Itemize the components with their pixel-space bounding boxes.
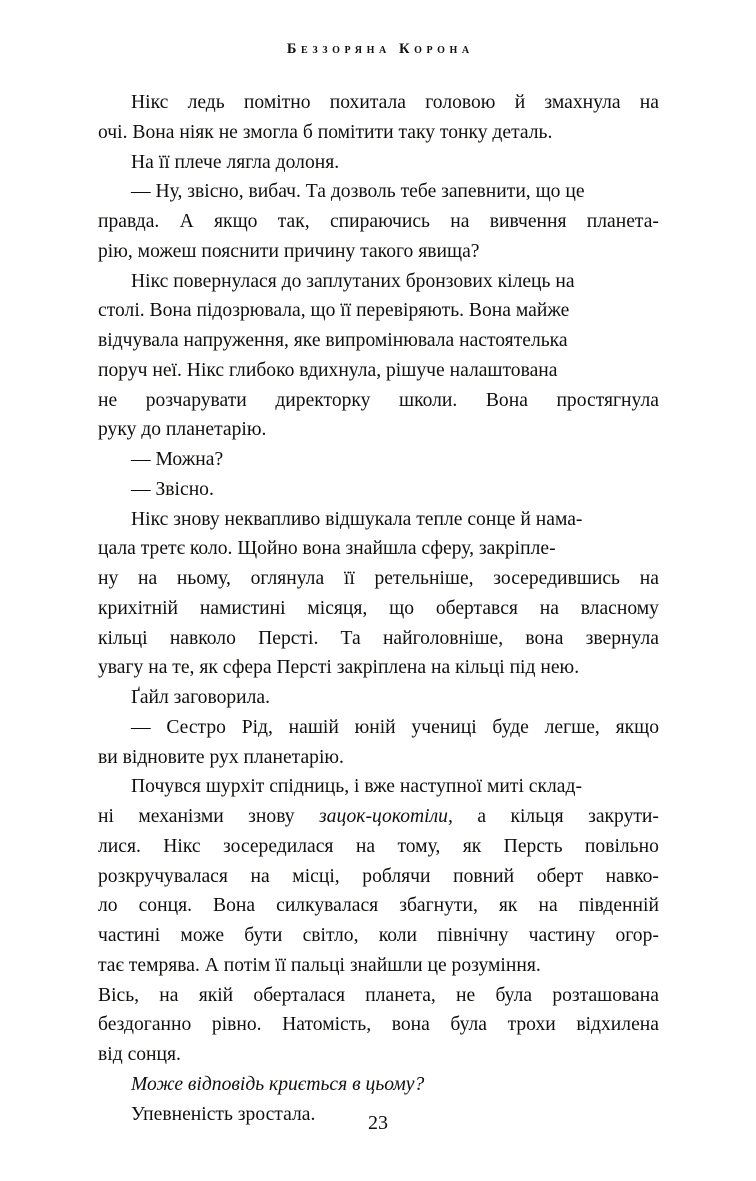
text-line: Упевненість зростала. [131, 1103, 316, 1125]
word: ледь [187, 92, 225, 113]
paragraph [98, 1070, 659, 1100]
text-line: цала третє коло. Щойно вона знайшла сферу, закріпле- [98, 538, 556, 560]
word: може [180, 925, 225, 946]
word: як [462, 835, 482, 857]
word: й [514, 92, 526, 113]
word: зосередившись [493, 568, 620, 589]
word: трохи [507, 1014, 556, 1036]
word: нашій [288, 716, 339, 738]
paragraph [98, 505, 659, 684]
word: ні [98, 806, 114, 827]
word: місяця, [307, 597, 368, 619]
word: школи. [399, 389, 458, 411]
word: обертався [435, 597, 518, 619]
body-text-block [98, 88, 659, 1129]
page-number: 23 [368, 1112, 388, 1134]
text-line: рію, можеш пояснити причину такого явища? [98, 240, 480, 262]
word: як [498, 895, 518, 917]
word: коли [378, 925, 418, 946]
word: місці, [292, 865, 340, 887]
word: власному [580, 597, 659, 619]
word: була [450, 1014, 488, 1036]
text-line [98, 1010, 659, 1040]
word: її [343, 568, 355, 589]
word: планета, [365, 984, 436, 1006]
word: знову [248, 806, 295, 827]
text-line [98, 832, 659, 862]
word: ну [98, 568, 119, 589]
word: Персті. [258, 627, 319, 649]
text-line: Нікс знову неквапливо відшукала тепле сонце й нама- [131, 508, 583, 530]
word: вона [391, 1014, 430, 1036]
text-line: руку до планетарію. [98, 419, 267, 441]
paragraph [98, 475, 659, 505]
word: збагнути, [399, 895, 478, 917]
word: частину [528, 925, 596, 946]
text-line: Ґайл заговорила. [131, 687, 271, 708]
emphasis-word: зацок-цокотіли, [319, 806, 453, 827]
word: північну [437, 925, 509, 946]
word: найголовніше, [382, 627, 504, 649]
word: буде [492, 716, 529, 738]
word: на [250, 865, 270, 887]
word: Персть [503, 835, 563, 857]
running-head: Беззоряна Корона [286, 41, 474, 57]
text-line: поруч неї. Нікс глибоко вдихнула, рішуче налаштована [98, 359, 558, 381]
word: що [389, 597, 415, 619]
word: якій [198, 984, 234, 1006]
text-line [98, 207, 659, 237]
word: звернула [585, 627, 659, 649]
paragraph [98, 683, 659, 713]
word: — [131, 716, 151, 738]
text-line [98, 594, 659, 624]
word: південній [578, 895, 659, 917]
word: роблячи [362, 865, 431, 887]
word: Та [340, 627, 361, 649]
text-line: — Можна? [131, 449, 224, 470]
word: Сестро [166, 716, 226, 738]
word: світло, [302, 925, 359, 946]
word: рівно. [211, 1014, 262, 1036]
text-line [98, 921, 659, 951]
word: ретельніше, [374, 568, 474, 589]
text-line: відчувала напруження, яке випромінювала настоятелька [98, 330, 568, 351]
word: на [355, 835, 376, 857]
word: лися. [98, 835, 141, 857]
word: вона [525, 627, 564, 649]
word: простягнула [556, 389, 659, 411]
word: бути [244, 925, 283, 946]
text-line: очі. Вона ніяк не змогла б помітити таку тонку деталь. [98, 121, 553, 143]
word: Нікс [163, 835, 201, 857]
word: вивчення [489, 211, 567, 232]
word: Вісь, [98, 984, 140, 1006]
word: на [450, 211, 470, 232]
text-line: столі. Вона підозрювала, що її перевіряють. Вона майже [98, 300, 570, 322]
word: Вона [213, 895, 256, 917]
word: спираючись [329, 211, 430, 232]
word: силкувалася [276, 895, 379, 917]
word: оглянула [250, 568, 325, 589]
word: повний [453, 865, 515, 887]
word: механізми [138, 806, 224, 827]
word: розташована [552, 984, 659, 1006]
word: сонця. [138, 895, 192, 917]
word: юній [354, 716, 396, 738]
word: навколо [169, 627, 236, 649]
text-line: тає темрява. А потім її пальці знайшли це розуміння. [98, 954, 541, 976]
word: Нікс [131, 92, 169, 113]
paragraph [98, 772, 659, 1070]
word: на [539, 597, 559, 619]
word: помітно [243, 92, 311, 113]
text-line: від сонця. [98, 1044, 181, 1065]
word: огор- [615, 925, 659, 946]
text-line: Почувся шурхіт спідниць, і вже наступної миті склад- [131, 776, 582, 798]
word: розчарувати [145, 389, 247, 411]
text-line: — Ну, звісно, вибач. Та дозволь тебе запевнити, що це [131, 181, 585, 203]
word: похитала [329, 92, 406, 113]
word: ло [98, 895, 118, 917]
text-line [98, 386, 659, 416]
text-line [98, 981, 659, 1011]
word: легше, [544, 716, 600, 738]
word: якщо [615, 716, 659, 738]
word: крихітній [98, 597, 179, 619]
text-line: увагу на те, як сфера Персті закріплена на кільці під нею. [98, 657, 580, 679]
word: так, [277, 211, 310, 232]
word: директорку [275, 389, 371, 411]
word: на [159, 984, 179, 1006]
text-line: На її плече лягла долоня. [131, 151, 340, 173]
word: закрути- [588, 806, 659, 827]
word: змахнула [544, 92, 621, 113]
word: намистині [199, 597, 286, 619]
text-line [98, 564, 659, 594]
word: повільно [584, 835, 659, 857]
text-line [98, 713, 659, 743]
word: кільця [510, 806, 564, 827]
paragraph [98, 267, 659, 446]
word: а [477, 806, 487, 827]
text-line: Нікс повернулася до заплутаних бронзових кілець на [131, 270, 575, 292]
word: не [98, 389, 118, 411]
word: відхилена [576, 1014, 659, 1036]
word: оберталася [253, 984, 346, 1006]
word: бездоганно [98, 1014, 192, 1036]
word: Вона [485, 389, 528, 411]
text-line: — Звісно. [131, 478, 214, 500]
word: Натомість, [282, 1014, 372, 1036]
word: Рід, [241, 716, 273, 738]
word: кільці [98, 627, 148, 649]
word: не [456, 984, 476, 1006]
word: тому, [397, 835, 441, 857]
text-line [98, 802, 659, 832]
text-line [98, 88, 659, 118]
word: на [538, 895, 558, 917]
word: розкручувалася [98, 865, 228, 887]
paragraph [98, 148, 659, 178]
text-line [98, 624, 659, 654]
word: частині [98, 925, 161, 946]
text-line [98, 862, 659, 892]
word: на [639, 92, 659, 113]
word: на [639, 568, 659, 589]
paragraph [98, 88, 659, 148]
word: якщо [214, 211, 258, 232]
text-line: Може відповідь криється в цьому? [131, 1073, 425, 1095]
word: зосередилася [223, 835, 334, 857]
word: головою [425, 92, 496, 113]
paragraph [98, 445, 659, 475]
word: А [179, 211, 194, 232]
paragraph [98, 177, 659, 266]
word: оберт [536, 865, 584, 887]
word: ньому, [176, 568, 231, 589]
paragraph [98, 713, 659, 773]
word: правда. [98, 211, 160, 232]
text-line: ви відновите рух планетарію. [98, 746, 344, 768]
word: планета- [586, 211, 659, 232]
word: була [495, 984, 533, 1006]
text-line [98, 891, 659, 921]
word: навко- [605, 865, 659, 887]
word: на [138, 568, 158, 589]
word: учениці [411, 716, 477, 738]
